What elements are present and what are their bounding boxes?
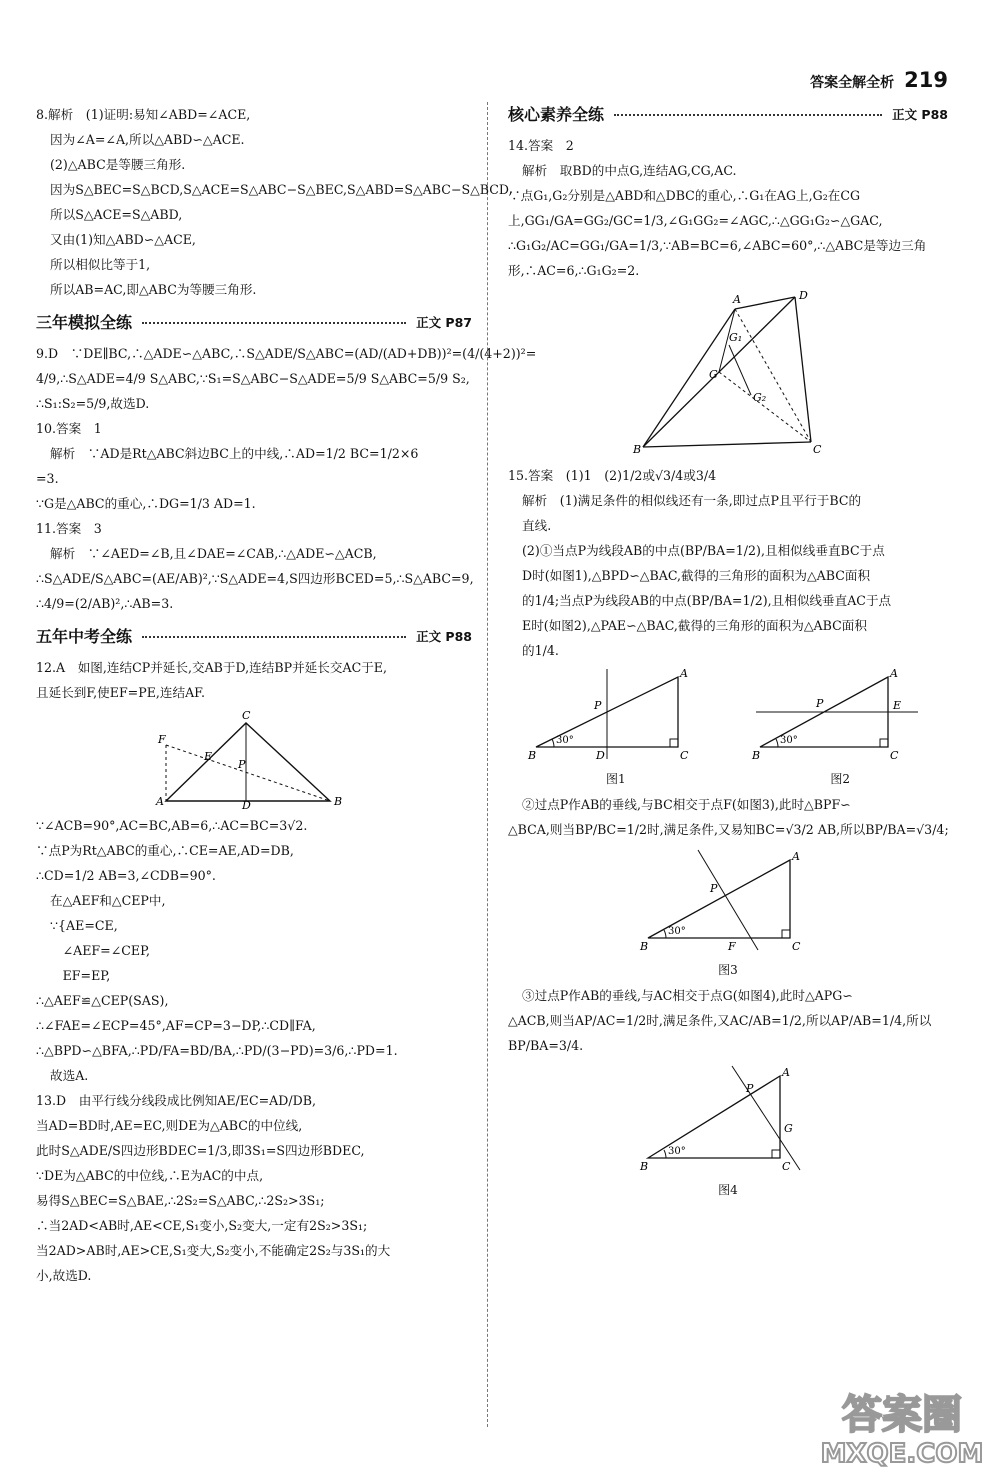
text-line: 8.解析 (1)证明:易知∠ABD=∠ACE, [36,107,251,122]
text-line: 所以AB=AC,即△ABC为等腰三角形. [50,282,257,297]
page-header [810,68,948,92]
text-line: 因为∠A=∠A,所以△ABD∽△ACE. [50,132,245,147]
svg-text:G₂: G₂ [753,391,767,404]
solution-13 [36,1088,472,1288]
angle-label: 30° [780,735,798,746]
angle-label: 30° [555,735,574,746]
section-ref: 正文 P88 [892,107,948,122]
svg-text:A: A [156,795,164,808]
svg-text:B: B [334,795,343,808]
figure-caption: 图3 [718,963,738,977]
text-line: (2)①当点P为线段AB的中点(BP/BA=1/2),且相似线垂直BC于点 [522,543,885,558]
angle-label: 30° [668,926,686,937]
text-line: ∵点P为Rt△ABC的重心,∴CE=AE,AD=DB, [36,843,294,858]
svg-text:P: P [593,699,602,712]
text-line: 直线. [522,518,552,533]
svg-text:P: P [816,697,824,710]
right-triangle-horizontal-line [740,667,940,763]
svg-text:C: C [782,1160,791,1173]
text-line: 故选A. [50,1068,89,1083]
svg-text:P: P [238,758,246,771]
solution-9 [36,341,537,416]
section-rule [614,114,882,116]
text-line: 当2AD>AB时,AE>CE,S₁变大,S₂变小,不能确定2S₂与3S₁的大 [36,1243,391,1258]
section-header [508,102,948,127]
text-line: 解析 取BD的中点G,连结AG,CG,AC. [522,163,737,178]
section-ref: 正文 P87 [416,315,472,330]
section-title: 五年中考全练 [36,627,133,646]
svg-text:A: A [792,850,800,863]
svg-text:D: D [242,799,251,812]
text-line: 解析 ∵AD是Rt△ABC斜边BC上的中线,∴AD=1/2 BC=1/2×6 [50,446,419,461]
figure-row-1-2 [508,663,948,792]
text-line: 当AD=BD时,AE=EC,则DE为△ABC的中位线, [36,1118,303,1133]
svg-text:C: C [890,749,899,762]
text-line: 10.答案 1 [36,421,102,436]
text-line: ∵G是△ABC的重心,∴DG=1/3 AD=1. [36,496,256,511]
text-line: EF=EP, [50,968,111,983]
svg-text:B: B [527,749,536,762]
text-line: 4/9,∴S△ADE=4/9 S△ABC,∵S₁=S△ABC−S△ADE=5/9 S△ABC=5/9 S₂, [36,371,470,386]
text-line: 上,GG₁/GA=GG₂/GC=1/3,∠G₁GG₂=∠AGC,∴△GG₁G₂∽△GAC, [508,213,883,228]
svg-text:G₁: G₁ [729,331,743,344]
svg-text:B: B [640,1160,649,1173]
text-line: =3. [36,471,59,486]
text-line: ∴4/9=(2/AB)²,∴AB=3. [36,596,174,611]
figure-4 [628,1062,828,1174]
svg-text:B: B [752,749,761,762]
solution-8 [36,102,513,302]
text-line: ∴△AEF≌△CEP(SAS), [36,993,169,1008]
section-title: 核心素养全练 [508,105,605,124]
text-line: 的1/4. [522,643,559,658]
text-line: ∠AEF=∠CEP, [50,943,151,958]
text-line: 易得S△BEC=S△BAE,∴2S₂=S△ABC,∴2S₂>3S₁; [36,1193,325,1208]
svg-text:G: G [709,368,718,381]
figure-3 [628,846,828,954]
figure-2 [732,663,948,792]
text-line: 15.答案 (1)1 (2)1/2或√3/4或3/4 [508,468,717,483]
text-line: ∴当2AD<AB时,AE<CE,S₁变小,S₂变大,一定有2S₂>3S₁; [36,1218,368,1233]
text-line: 所以相似比等于1, [50,257,151,272]
text-line: 11.答案 3 [36,521,102,536]
solution-12 [36,655,472,1088]
text-line: 14.答案 2 [508,138,574,153]
svg-text:A: A [679,667,688,680]
text-line: 的1/4;当点P为线段AB的中点(BP/BA=1/2),且相似线垂直AC于点 [522,593,892,608]
solution-14 [508,133,948,459]
text-line: 因为S△BEC=S△BCD,S△ACE=S△ABC−S△BEC,S△ABD=S△ABC−S△BCD, [50,182,513,197]
svg-text:A: A [782,1066,790,1079]
svg-text:B: B [633,443,642,456]
tetrahedron-figure-14 [623,287,833,459]
svg-text:E: E [893,699,902,712]
text-line: 此时S△ADE/S四边形BDEC=1/3,即3S₁=S四边形BDEC, [36,1143,365,1158]
svg-text:F: F [158,733,166,746]
text-line: BP/BA=3/4. [508,1038,584,1053]
svg-text:C: C [792,940,801,953]
svg-text:B: B [640,940,649,953]
text-line: 又由(1)知△ABD∽△ACE, [50,232,196,247]
text-line: 12.A 如图,连结CP并延长,交AB于D,连结BP并延长交AC于E, [36,660,387,675]
column-divider [487,102,488,1427]
right-column [508,102,948,1203]
svg-text:C: C [679,749,689,762]
svg-text:F: F [728,940,736,953]
text-line: 所以S△ACE=S△ABD, [50,207,183,222]
figure-1 [508,663,724,792]
section-header [36,624,472,649]
text-line: 形,∴AC=6,∴G₁G₂=2. [508,263,640,278]
page-number: 219 [904,68,948,92]
angle-label: 30° [668,1146,686,1157]
text-line: ∴CD=1/2 AB=3,∠CDB=90°. [36,868,216,883]
text-line: 小,故选D. [36,1268,92,1283]
figure-caption: 图4 [718,1183,738,1197]
svg-text:E: E [204,750,213,763]
section-rule [142,322,406,324]
figure-caption: 图2 [830,772,851,786]
text-line: D时(如图1),△BPD∽△BAC,截得的三角形的面积为△ABC面积 [522,568,871,583]
solution-11 [36,516,472,616]
text-line: 13.D 由平行线分线段成比例知AE/EC=AD/DB, [36,1093,316,1108]
text-line: E时(如图2),△PAE∽△BAC,截得的三角形的面积为△ABC面积 [522,618,867,633]
svg-text:P: P [710,882,718,895]
text-line: ∵{AE=CE, [50,918,118,933]
text-line: ∵∠ACB=90°,AC=BC,AB=6,∴AC=BC=3√2. [36,818,308,833]
svg-text:A: A [890,667,899,680]
text-line: ∵DE为△ABC的中位线,∴E为AC的中点, [36,1168,264,1183]
section-title: 三年模拟全练 [36,313,133,332]
text-line: (2)△ABC是等腰三角形. [50,157,186,172]
text-line: △ACB,则当AP/AC=1/2时,满足条件,又AC/AB=1/2,所以AP/AB=1/4,所以 [508,1013,932,1028]
watermark-logo [822,1384,982,1469]
text-line: ∴∠FAE=∠ECP=45°,AF=CP=3−DP,∴CD∥FA, [36,1018,316,1033]
svg-text:P: P [746,1082,754,1095]
text-line: △BCA,则当BP/BC=1/2时,满足条件,又易知BC=√3/2 AB,所以BP/BA=√3/4; [508,822,949,837]
svg-text:C: C [813,443,822,456]
section-ref: 正文 P88 [416,629,472,644]
text-line: 9.D ∵DE∥BC,∴△ADE∽△ABC,∴S△ADE/S△ABC=(AD/(AD+DB))²=(4/(4+2))²= [36,346,537,361]
solution-10 [36,416,472,516]
svg-text:D: D [595,749,605,762]
svg-text:C: C [242,709,251,722]
text-line: ②过点P作AB的垂线,与BC相交于点F(如图3),此时△BPF∽ [522,797,851,812]
right-triangle-vertical-line [516,667,716,763]
svg-text:G: G [784,1122,793,1135]
header-title: 答案全解全析 [810,75,895,91]
svg-text:答案圈: 答案圈 [842,1392,962,1438]
text-line: ∵点G₁,G₂分别是△ABD和△DBC的重心,∴G₁在AG上,G₂在CG [508,188,861,203]
text-line: 且延长到F,使EF=PE,连结AF. [36,685,205,700]
text-line: 解析 ∵∠AED=∠B,且∠DAE=∠CAB,∴△ADE∽△ACB, [50,546,377,561]
text-line: 在△AEF和△CEP中, [50,893,166,908]
figure-caption: 图1 [605,772,626,786]
section-rule [142,636,406,638]
text-line: ∴△BPD∽△BFA,∴PD/FA=BD/BA,∴PD/(3−PD)=3/6,∴PD=1. [36,1043,398,1058]
text-line: ∴S△ADE/S△ABC=(AE/AB)²,∵S△ADE=4,S四边形BCED=5,∴S△ABC=9, [36,571,474,586]
text-line: ∴G₁G₂/AC=GG₁/GA=1/3,∵AB=BC=6,∠ABC=60°,∴△ABC是等边三角 [508,238,927,253]
svg-text:MXQE.COM: MXQE.COM [820,1439,984,1469]
svg-text:A: A [733,293,741,306]
svg-text:D: D [799,289,808,302]
text-line: ∴S₁:S₂=5/9,故选D. [36,396,150,411]
triangle-figure-12 [154,709,354,812]
text-line: 解析 (1)满足条件的相似线还有一条,即过点P且平行于BC的 [522,493,862,508]
section-header [36,310,472,335]
text-line: ③过点P作AB的垂线,与AC相交于点G(如图4),此时△APG∽ [522,988,853,1003]
solution-15 [508,463,948,1203]
